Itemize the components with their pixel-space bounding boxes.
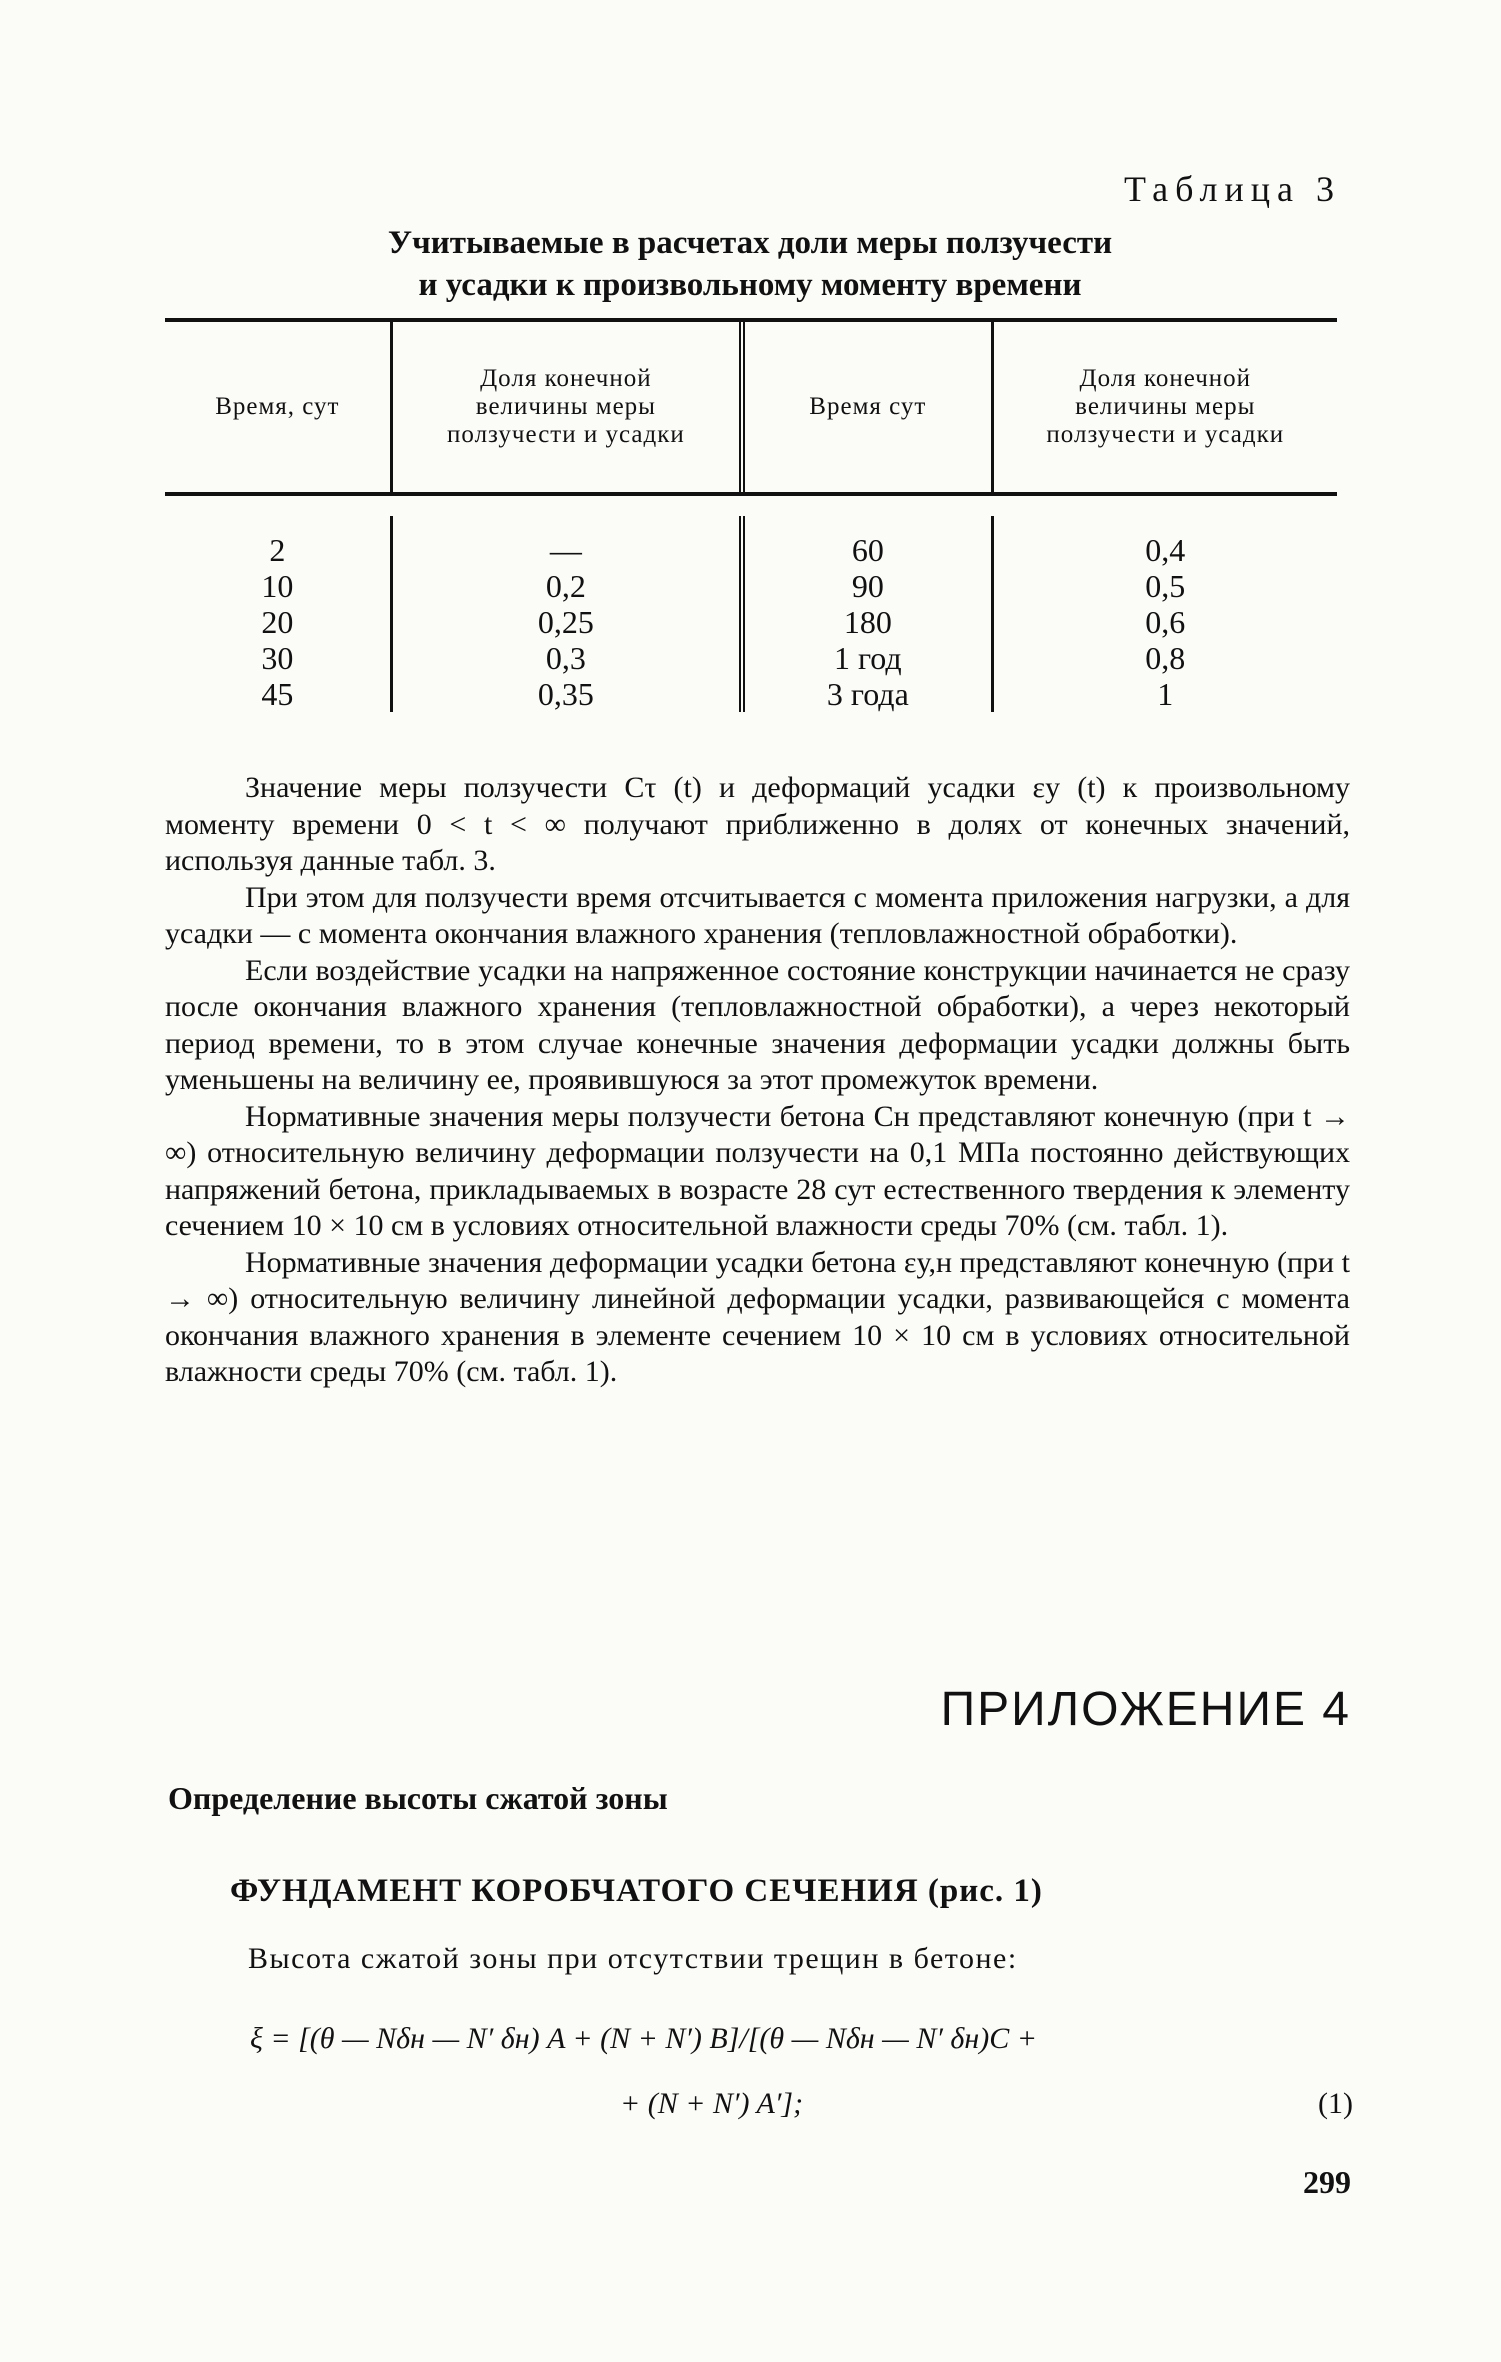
table-cell: 0,25: [537, 604, 594, 640]
body-text: [165, 770, 1350, 1391]
table-caption-line-2: и усадки к произвольному моменту времени: [418, 267, 1082, 303]
column-time-1: [165, 516, 390, 712]
table-cell: 90: [851, 568, 884, 604]
table-cell: 2: [269, 532, 286, 568]
table-cell: 1: [1157, 676, 1174, 712]
column-fraction-1: [390, 516, 739, 712]
paragraph: Нормативные значения деформации усадки бетона εу,н представляют конечную (при t → ∞) относительную величину линейной деформации усадки, развивающейся с момента окончания влажного хранения в элементе сечением 10 × 10 см в условиях относительной влажности среды 70% (см. табл. 1).: [165, 1245, 1350, 1388]
column-fraction-2: [991, 516, 1337, 712]
table-cell: —: [549, 532, 582, 568]
table-cell: 0,3: [545, 640, 586, 676]
formula-line-1: ξ = [(θ — Nδн — N′ δн) A + (N + N′) B]/[(θ — Nδн — N′ δн)C +: [250, 2022, 1037, 2055]
header-cell-time-1: Время, сут: [215, 393, 340, 420]
formula-line-2: + (N + N′) A′];: [620, 2087, 804, 2120]
table-label: Таблица 3: [1124, 169, 1341, 209]
section-title: ФУНДАМЕНТ КОРОБЧАТОГО СЕЧЕНИЯ (рис. 1): [230, 1873, 1043, 1909]
table-header-row: [165, 322, 1337, 492]
table-cell: 0,35: [537, 676, 594, 712]
table-cell: 3 года: [826, 676, 909, 712]
formula-number: (1): [1318, 2087, 1353, 2120]
header-cell-time-2: Время сут: [739, 322, 990, 492]
table-cell: 0,4: [1145, 532, 1186, 568]
header-cell-fraction-1: Доля конечной величины меры ползучести и усадки: [390, 322, 739, 492]
formula-intro: Высота сжатой зоны при отсутствии трещин в бетоне:: [248, 1942, 1018, 1975]
table-cell: 60: [851, 532, 884, 568]
table-cell: 30: [261, 640, 294, 676]
paragraph: При этом для ползучести время отсчитывается с момента приложения нагрузки, а для усадки — с момента окончания влажного хранения (тепловлажностной обработки).: [165, 880, 1350, 950]
page-number: 299: [1303, 2164, 1351, 2200]
table-cell: 1 год: [833, 640, 902, 676]
table-cell: 0,5: [1145, 568, 1186, 604]
header-cell-fraction-2: Доля конечной величины меры ползучести и усадки: [991, 322, 1337, 492]
paragraph: Значение меры ползучести Cτ (t) и деформаций усадки εу (t) к произвольному моменту времени 0 < t < ∞ получают приближенно в долях от конечных значений, используя данные табл. 3.: [165, 771, 1350, 877]
table-body: [165, 496, 1337, 712]
paragraph: Нормативные значения меры ползучести бетона Сн представляют конечную (при t → ∞) относительную величину деформации ползучести на 0,1 МПа постоянно действующих напряжений бетона, прикладываемых в возрасте 28 сут естественного твердения к элементу сечением 10 × 10 см в условиях относительной влажности среды 70% (см. табл. 1).: [165, 1099, 1350, 1242]
table-cell: 0,8: [1145, 640, 1186, 676]
paragraph: Если воздействие усадки на напряженное состояние конструкции начинается не сразу после окончания влажного хранения (тепловлажностной обработки), а через некоторый период времени, то в этом случае конечные значения деформации усадки должны быть уменьшены на величину ее, проявившуюся за этот промежуток времени.: [165, 953, 1350, 1096]
table-cell: 20: [261, 604, 294, 640]
column-time-2: [739, 516, 990, 712]
appendix-title: ПРИЛОЖЕНИЕ 4: [940, 1683, 1351, 1736]
data-table: [165, 318, 1337, 712]
table-cell: 180: [843, 604, 892, 640]
table-cell: 45: [261, 676, 294, 712]
appendix-subtitle: Определение высоты сжатой зоны: [168, 1780, 668, 1816]
table-caption: [250, 222, 1250, 306]
table-cell: 10: [261, 568, 294, 604]
table-cell: 0,2: [545, 568, 586, 604]
table-caption-line-1: Учитываемые в расчетах доли меры ползучести: [387, 225, 1113, 261]
table-cell: 0,6: [1145, 604, 1186, 640]
